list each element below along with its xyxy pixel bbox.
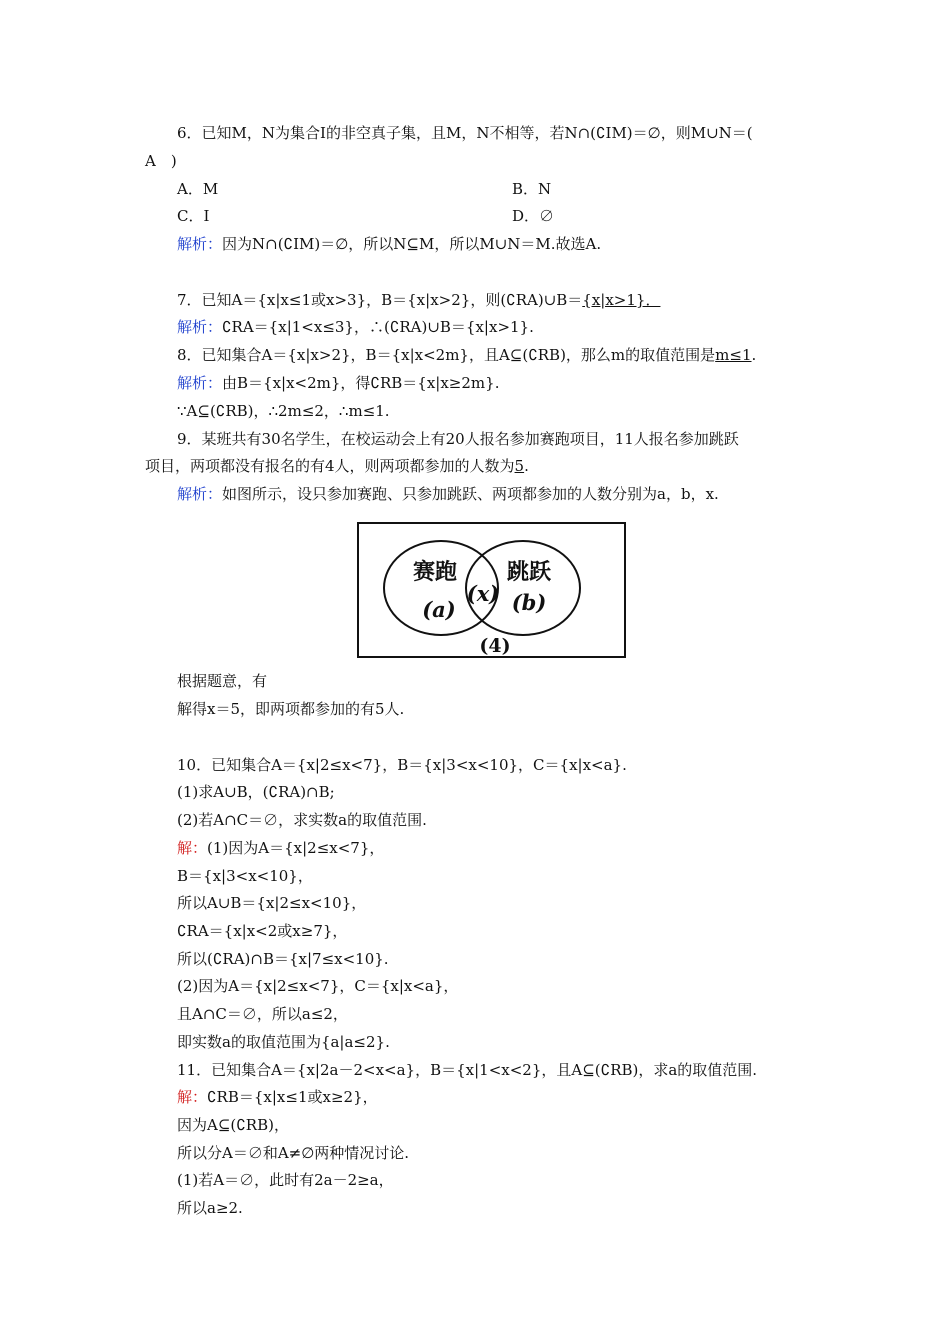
q11-solution-label: 解： bbox=[177, 1088, 208, 1106]
q6-option-a: A．M bbox=[177, 180, 219, 198]
q11-solution-line5: 所以a≥2. bbox=[177, 1199, 243, 1217]
q10-solution-line4: ∁RA＝{x|x<2或x≥7}， bbox=[177, 922, 348, 940]
venn-right-label: 跳跃 bbox=[506, 559, 552, 585]
venn-right-variable: (b) bbox=[511, 590, 547, 615]
q6-stem: 6．已知M，N为集合I的非空真子集，且M，N不相等，若N∩(∁IM)＝∅，则M∪N＝( bbox=[177, 124, 753, 142]
q7-solution bbox=[177, 317, 534, 337]
q8-solution-line2: ∵A⊆(∁RB)，∴2m≤2，∴m≤1. bbox=[177, 402, 390, 420]
q7-answer: {x|x>1}． bbox=[582, 291, 661, 309]
q10-solution bbox=[177, 838, 384, 858]
q6-option-d: D．∅ bbox=[512, 207, 555, 225]
q10-part1: (1)求A∪B，(∁RA)∩B; bbox=[177, 783, 335, 801]
q9-solution-text: 如图所示，设只参加赛跑、只参加跳跃、两项都参加的人数分别为a，b，x. bbox=[222, 485, 719, 503]
q10-solution-line6: (2)因为A＝{x|2≤x<7}，C＝{x|x<a}， bbox=[177, 977, 459, 995]
q10-solution-line5: 所以(∁RA)∩B＝{x|7≤x<10}. bbox=[177, 950, 389, 968]
q9-after-line1: 根据题意，有 bbox=[177, 672, 268, 690]
q10-solution-line3: 所以A∪B＝{x|2≤x<10}， bbox=[177, 894, 367, 912]
q8-solution bbox=[177, 373, 499, 393]
q7-stem-text: 7．已知A＝{x|x≤1或x>3}，B＝{x|x>2}，则(∁RA)∪B＝ bbox=[177, 291, 583, 309]
q8-stem bbox=[177, 345, 756, 365]
venn-outside-count: (4) bbox=[479, 635, 511, 657]
q11-stem: 11．已知集合A＝{x|2a－2<x<a}，B＝{x|1<x<2}，且A⊆(∁RB)，求a的取值范围. bbox=[177, 1061, 758, 1079]
q11-solution-line3: 所以分A＝∅和A≠∅两种情况讨论. bbox=[177, 1144, 410, 1162]
q8-solution-text: 由B＝{x|x<2m}，得∁RB＝{x|x≥2m}. bbox=[222, 374, 500, 392]
q10-solution-line2: B＝{x|3<x<10}， bbox=[177, 867, 313, 885]
q10-stem: 10．已知集合A＝{x|2≤x<7}，B＝{x|3<x<10}，C＝{x|x<a}. bbox=[177, 756, 627, 774]
q9-stem2-text: 项目，两项都没有报名的有4人，则两项都参加的人数为 bbox=[145, 457, 515, 475]
q10-solution-text: (1)因为A＝{x|2≤x<7}， bbox=[207, 839, 385, 857]
q10-part2: (2)若A∩C＝∅，求实数a的取值范围. bbox=[177, 811, 427, 829]
q11-solution-line4: (1)若A＝∅，此时有2a－2≥a， bbox=[177, 1171, 394, 1189]
q6-solution-label: 解析： bbox=[177, 235, 223, 253]
q10-solution-line8: 即实数a的取值范围为{a|a≤2}. bbox=[177, 1033, 390, 1051]
q10-solution-label: 解： bbox=[177, 839, 208, 857]
q9-solution-label: 解析： bbox=[177, 485, 223, 503]
q9-solution bbox=[177, 484, 719, 504]
q11-solution-text: ∁RB＝{x|x≤1或x≥2}， bbox=[207, 1088, 378, 1106]
q11-solution-line2: 因为A⊆(∁RB)， bbox=[177, 1116, 289, 1134]
venn-left-label: 赛跑 bbox=[412, 559, 458, 585]
q8-solution-label: 解析： bbox=[177, 374, 223, 392]
q9-stem-continued bbox=[145, 456, 529, 476]
q8-stem-text: 8．已知集合A＝{x|x>2}，B＝{x|x<2m}，且A⊆(∁RB)，那么m的取值范围是 bbox=[177, 346, 716, 364]
q6-solution-text: 因为N∩(∁IM)＝∅，所以N⊆M，所以M∪N＝M.故选A. bbox=[222, 235, 602, 253]
q9-stem: 9．某班共有30名学生，在校运动会上有20人报名参加赛跑项目，11人报名参加跳跃 bbox=[177, 430, 739, 448]
q10-solution-line7: 且A∩C＝∅，所以a≤2， bbox=[177, 1005, 348, 1023]
venn-diagram bbox=[357, 522, 626, 658]
q6-stem-continued: A ) bbox=[145, 152, 177, 170]
venn-left-variable: (a) bbox=[422, 597, 456, 622]
q6-solution bbox=[177, 234, 601, 254]
q11-solution bbox=[177, 1087, 378, 1107]
q6-option-b: B．N bbox=[512, 180, 552, 198]
q9-stem-tail: . bbox=[524, 457, 529, 475]
q8-stem-tail: . bbox=[751, 346, 757, 364]
q9-after-line2: 解得x＝5，即两项都参加的有5人. bbox=[177, 700, 405, 718]
q6-option-c: C．I bbox=[177, 207, 210, 225]
q7-stem bbox=[177, 290, 660, 310]
q7-solution-text: ∁RA＝{x|1<x≤3}，∴(∁RA)∪B＝{x|x>1}. bbox=[222, 318, 534, 336]
q7-solution-label: 解析： bbox=[177, 318, 223, 336]
venn-middle-variable: (x) bbox=[466, 581, 500, 606]
q8-answer: m≤1 bbox=[715, 346, 752, 364]
q9-answer: 5 bbox=[514, 457, 525, 475]
